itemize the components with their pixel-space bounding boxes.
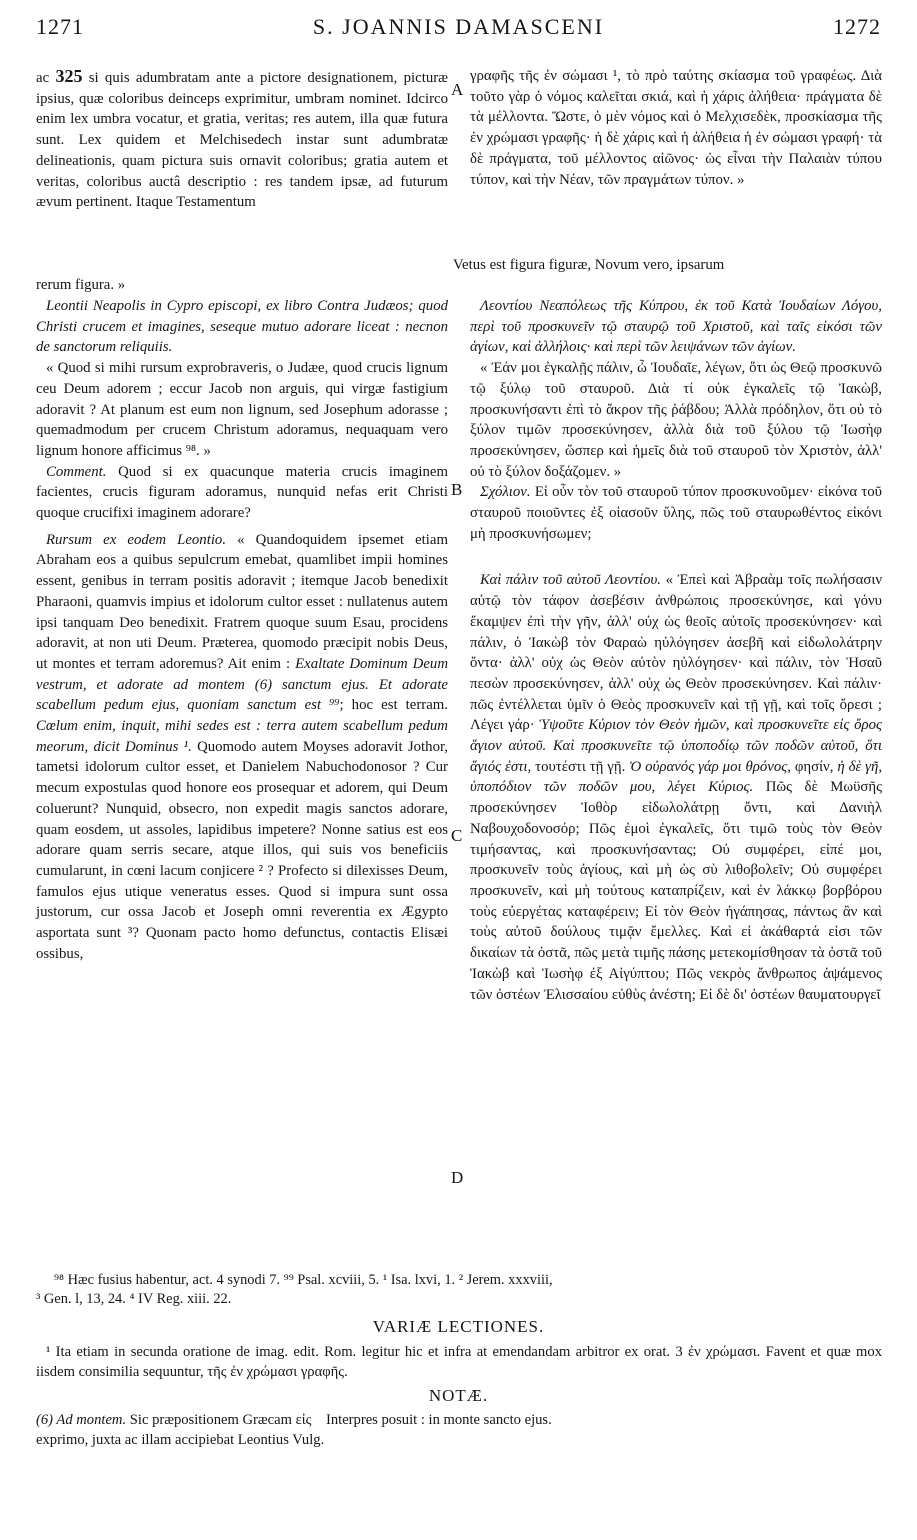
- greek-column-main: Λεοντίου Νεαπόλεως τῆς Κύπρου, ἐκ τοῦ Κατὰ Ἰουδαίων Λόγου, περὶ τοῦ προσκυνεῖν τῷ σταυρῷ τοῦ Χριστοῦ, καὶ ταῖς εἰκόσι τῶν ἁγίων, καὶ ἀλλήλοις· καὶ περὶ τῶν λειψάνων τῶν ἁγίων. « Ἐάν μοι ἐγκαλῇς πάλιν, ὦ Ἰουδαῖε, λέγων, ὅτι ὡς Θεῷ προσκυνῶ τῷ ξύλῳ τοῦ σταυροῦ. Διὰ τί οὐκ ἐγκαλεῖς τῷ Ἰακὼβ, προσκυνήσαντι ἐπὶ τὸ ἄκρον τῆς ῥάβδου; Ἀλλὰ πρόδηλον, ὅτι οὐ τὸ ξύλον τιμῶν προσεκύνησεν, ἀλλὰ διὰ τοῦ ξύλου τῷ Ἰωσὴφ προσεκύνησεν, ὥσπερ καὶ ἡμεῖς διὰ τοῦ σταυροῦ τὸν Χριστὸν, ἀλλ' οὐ τὸ ξύλον δοξάζομεν. » Σχόλιον. Εἰ οὖν τὸν τοῦ σταυροῦ τύπον προσκυνοῦμεν· εἰκόνα τοῦ σταυροῦ ποιοῦντες ἐξ οἱασοῦν ὕλης, πῶς τοῦ σταυρωθέντος εἰκόνι μὴ προσκυνήσωμεν; Καὶ πάλιν τοῦ αὐτοῦ Λεοντίου. « Ἐπεὶ καὶ Ἀβραὰμ τοῖς πωλήσασιν αὐτῷ τὸν τάφον ἀσεβέσιν ἀνθρώποις προσεκύνησε, καὶ γόνυ ἔκαμψεν ἐπὶ τὴν γῆν, ἀλλ' οὐχ ὡς θεοῖς αὐτοῖς προσεκύνησεν· καὶ πάλιν, ὁ Ἰακὼβ τὸν Φαραὼ ηὐλόγησεν ἀσεβῆ καὶ εἰδωλολάτρην ὄντα· ἀλλ' οὐχ ὡς Θεὸν αὐτὸν ηὐλόγησεν· καὶ πάλιν, τὸν Ἡσαῦ πεσὼν προσεκύνησεν, ἀλλ' οὐχ ὡς Θεὸν προσεκύνησεν. Καὶ πάλιν· πῶς ἐντέλλεται ὑμῖν ὁ Θεὸς προσκυνεῖν καὶ τῇ γῇ, καὶ τοῖς ὄρεσι ; Λέγει γάρ· Ὑψοῦτε Κύριον τὸν Θεὸν ἡμῶν, καὶ προσκυνεῖτε εἰς ὄρος ἅγιον αὐτοῦ. Καὶ προσκυνεῖτε τῷ ὑποποδίῳ τῶν ποδῶν αὐτοῦ, ὅτι ἅγιός ἐστι, τουτέστι τῇ γῇ. Ὁ οὐρανός γάρ μοι θρόνος, φησίν, ἡ δὲ γῆ, ὑποπόδιον τῶν ποδῶν μου, λέγει Κύριος. Πῶς δὲ Μωϋσῆς προσεκύνησεν Ἰοθὸρ εἰδωλολάτρῃ ὄντι, καὶ Δανιὴλ Ναβουχοδονοσόρ; Πῶς ἐμοὶ ἐγκαλεῖς, ὅτι τιμῶ τοὺς τὸν Θεὸν τιμήσαντας, καὶ προσκυνήσαντας; Οὐ συμφέρει, εἰπέ μοι, προσκυνεῖν τοὺς ἁγίους, καὶ μὴ ὡς σὺ λιθοβολεῖν; Οὐ συμφέρει προσκυνεῖν, καὶ μὴ τούτους καταπρίζειν, καὶ ἐν λάκκῳ βορβόρου τοὺς εὐεργέτας καταφέρειν; Εἰ τὸν Θεὸν ἠγάπησας, πάντως ἂν καὶ τοὺς αὐτοῦ δούλους τιμᾷν ἔμελλες. Καὶ εἰ ἀκάθαρτά εἰσι τῶν δικαίων τὰ ὀστᾶ, πῶς μετὰ τιμῆς πάσης μετεκομίσθησαν τὰ ὀστᾶ τοῦ Ἰακὼβ καὶ Ἰωσὴφ ἐξ Αἰγύπτου; Πῶς νεκρὸς ἄνθρωπος ἁψάμενος τῶν ὀστέων Ἐλισσαίου εὐθὺς ἀνέστη; Εἰ δὲ δι' ὀστέων θαυματουργεῖ: [470, 298, 883, 1003]
- latin-heading-leontius: Leontii Neapolis in Cypro episcopi, ex libro Contra Judæos; quod Christi crucem et imagines, seseque mutuo adorare liceat : necnon de sanctorum reliquiis.: [36, 298, 448, 356]
- footnote-line-1: ⁹⁸ Hæc fusius habentur, act. 4 synodi 7. ⁹⁹ Psal. xcviii, 5. ¹ Isa. lxvi, 1. ² Jerem. xxxviii,: [54, 1272, 553, 1288]
- column-number: 325: [55, 66, 83, 86]
- footnote-line-2: ³ Gen. l, 13, 24. ⁴ IV Reg. xiii. 22.: [36, 1291, 232, 1307]
- latin-paragraph-1: ac 325 si quis adumbratam ante a pictore designationem, picturæ ipsius, quæ coloribus deinceps exprimitur, umbram nominet. Idcirco enim lex umbra vocatur, et gratia, veritas; res autem, illa quæ futura sunt. Lex quidem et Melchisedech instar sunt adumbratæ delineationis, quam pictura suis ornavit coloribus; gratia autem et veritas, coloribus auctâ descriptio : res tandem ipsæ, ad futurum ævum pertinent. Itaque Testamentum: [36, 66, 449, 211]
- note-line-2: exprimo, juxta ac illam accipiebat Leontius Vulg.: [36, 1432, 325, 1448]
- margin-letter-a: A: [451, 80, 464, 99]
- margin-letter-d: D: [451, 1168, 464, 1187]
- spanning-tail: rerum figura. »: [36, 277, 126, 293]
- page-number-left: 1271: [36, 14, 84, 39]
- latin-paragraph-3: « Quod si mihi rursum exprobraveris, o Judæe, quod crucis lignum ceu Deum adorem ; eccur Jacob non arguis, qui virgæ fastigium adoravit ? At planum est eum non lignum, sed Josephum adorasse ; quemadmodum per crucem Christum adoramus, nequaquam vero lignum honore afficimus ⁹⁸. »: [36, 360, 448, 459]
- running-title: S. JOANNIS DAMASCENI: [312, 14, 605, 39]
- rursum-label: Rursum ex eodem Leontio.: [46, 531, 227, 548]
- spanning-right: Vetus est figura figuræ, Novum vero, ipsarum: [453, 257, 725, 273]
- comment-label: Comment.: [46, 463, 107, 480]
- scholion-label: Σχόλιον.: [480, 484, 531, 501]
- margin-letter-c: C: [451, 826, 463, 845]
- greek-paragraph-1: γραφῆς τῆς ἐν σώμασι ¹, τὸ πρὸ ταύτης σκίασμα τοῦ γραφέως. Διὰ τοῦτο γὰρ ὁ νόμος καλεῖται σκιά, καὶ ἡ χάρις ἀλήθεια· πράγματα δὲ τὰ μέλλοντα. Ὥστε, ὁ μὲν νόμος καὶ ὁ Μελχισεδὲκ, προσκίασμα τῆς ἐν χρώμασι γραφῆς· ἡ δὲ χάρις καὶ ἡ ἀλήθεια ἡ ἐν σώμασι γραφή· τὰ δὲ πράγματα, τοῦ μέλλοντος αἰῶνος· ὡς εἶναι τὴν Παλαιὰν τύπου τύπον, καὶ τὴν Νέαν, τῶν πραγμάτων τύπον. »: [470, 68, 882, 188]
- greek-column-top: [470, 66, 882, 190]
- notae-text: [36, 1410, 882, 1450]
- greek-paragraph-4: Εἰ οὖν τὸν τοῦ σταυροῦ τύπον προσκυνοῦμεν· εἰκόνα τοῦ σταυροῦ ποιοῦντες ἐξ οἱασοῦν ὕλης, πῶς τοῦ σταυρωθέντος εἰκόνι μὴ προσκυνήσωμεν;: [470, 484, 882, 542]
- latin-column-main: Leontii Neapolis in Cypro episcopi, ex libro Contra Judæos; quod Christi crucem et imagines, seseque mutuo adorare liceat : necnon de sanctorum reliquiis. « Quod si mihi rursum exprobraveris, o Judæe, quod crucis lignum ceu Deum adorem ; eccur Jacob non arguis, qui virgæ fastigium adoravit ? At planum est eum non lignum, sed Josephum adorasse ; quemadmodum per crucem Christum adoramus, nequaquam vero lignum honore afficimus ⁹⁸. » Comment. Quod si ex quacunque materia crucis imaginem facientes, crucis figuram adoramus, nunquid nefas erit Christi quoque crucifixi imaginem adorare? Rursum ex eodem Leontio. « Quandoquidem ipsemet etiam Abraham eos a quibus sepulcrum emebat, quamlibet impii homines essent, genibus in terram positis adoravit ; itemque Jacob benedixit Pharaoni, quamvis impius et idolorum cultor esset : nullatenus autem ipsi tanquam Deo benedixit. Fratrem quoque suum Esau, procidens adoravit, at non uti Deum. Præterea, quomodo præcipit nobis Deus, ut montes et terram adoremus? Ait enim : Exaltate Dominum Deum vestrum, et adorate ad montem (6) sanctum ejus. Et adorate scabellum pedum ejus, quoniam sanctum est ⁹⁹; hoc est terram. Cœlum enim, inquit, mihi sedes est : terra autem scabellum pedum meorum, dicit Dominus ¹. Quomodo autem Moyses adoravit Jothor, tametsi idolorum cultor esset, et Danielem Nabuchodonosor ? Cur mecum expostulas quod honore eos prosequar et adorem, qui Deum coluerunt? Nunquid, obsecro, non expedit magis sanctos adorare, quam eosdem, ut assoles, lapidibus impetere? Nonne satius est eos adorare quam serris secare, atque illos, qui suis vos beneficiis cumularunt, in cœni lacum conjicere ² ? Profecto si dilexisses Deum, famulos ejus utique veneratus esses. Quod si impura sunt ossa justorum, cur ossa Jacob et Joseph omni reverentia ex Ægypto asportata sunt ³? Quonam pacto homo defunctus, contactis Elisæi ossibus,: [36, 298, 449, 962]
- note-line-1: Sic præpositionem Græcam εἰς Interpres posuit : in monte sancto ejus.: [129, 1412, 552, 1428]
- notae-title: NOTÆ.: [428, 1386, 489, 1405]
- latin-column-top: [36, 66, 448, 213]
- margin-letter-b: B: [451, 480, 463, 499]
- kai-palin-label: Καὶ πάλιν τοῦ αὐτοῦ Λεοντίου.: [480, 572, 662, 589]
- variae-text: ¹ Ita etiam in secunda oratione de imag. edit. Rom. legitur hic et infra at emendandam arbitror ex orat. 3 ἐν χρώμασι. Favent et quæ mox iisdem consimilia sequuntur, τῆς ἐν χρώμασι γραφῆς.: [36, 1344, 882, 1380]
- greek-paragraph-3: « Ἐάν μοι ἐγκαλῇς πάλιν, ὦ Ἰουδαῖε, λέγων, ὅτι ὡς Θεῷ προσκυνῶ τῷ ξύλῳ τοῦ σταυροῦ. Διὰ τί οὐκ ἐγκαλεῖς τῷ Ἰακὼβ, προσκυνήσαντι ἐπὶ τὸ ἄκρον τῆς ῥάβδου; Ἀλλὰ πρόδηλον, ὅτι οὐ τὸ ξύλον τιμῶν προσεκύνησεν, ἀλλὰ διὰ τοῦ ξύλου τῷ Ἰωσὴφ προσεκύνησεν, ὥσπερ καὶ ἡμεῖς διὰ τοῦ σταυροῦ τὸν Χριστὸν, ἀλλ' οὐ τὸ ξύλον δοξάζομεν. »: [470, 360, 882, 480]
- spanning-line: [36, 255, 882, 296]
- page-header: [36, 14, 881, 54]
- latin-paragraph-4: Quod si ex quacunque materia crucis imaginem facientes, crucis figuram adoramus, nunquid nefas erit Christi quoque crucifixi imaginem adorare?: [36, 463, 448, 522]
- greek-heading-leontius: Λεοντίου Νεαπόλεως τῆς Κύπρου, ἐκ τοῦ Κατὰ Ἰουδαίων Λόγου, περὶ τοῦ προσκυνεῖν τῷ σταυρῷ τοῦ Χριστοῦ, καὶ ταῖς εἰκόσι τῶν ἁγίων, καὶ ἀλλήλοις· καὶ περὶ τῶν λειψάνων τῶν ἁγίων.: [470, 298, 882, 356]
- variae-title: VARIÆ LECTIONES.: [372, 1317, 545, 1336]
- footnotes: [36, 1271, 882, 1309]
- page-number-right: 1272: [833, 14, 881, 39]
- note-label: (6) Ad montem.: [36, 1412, 127, 1428]
